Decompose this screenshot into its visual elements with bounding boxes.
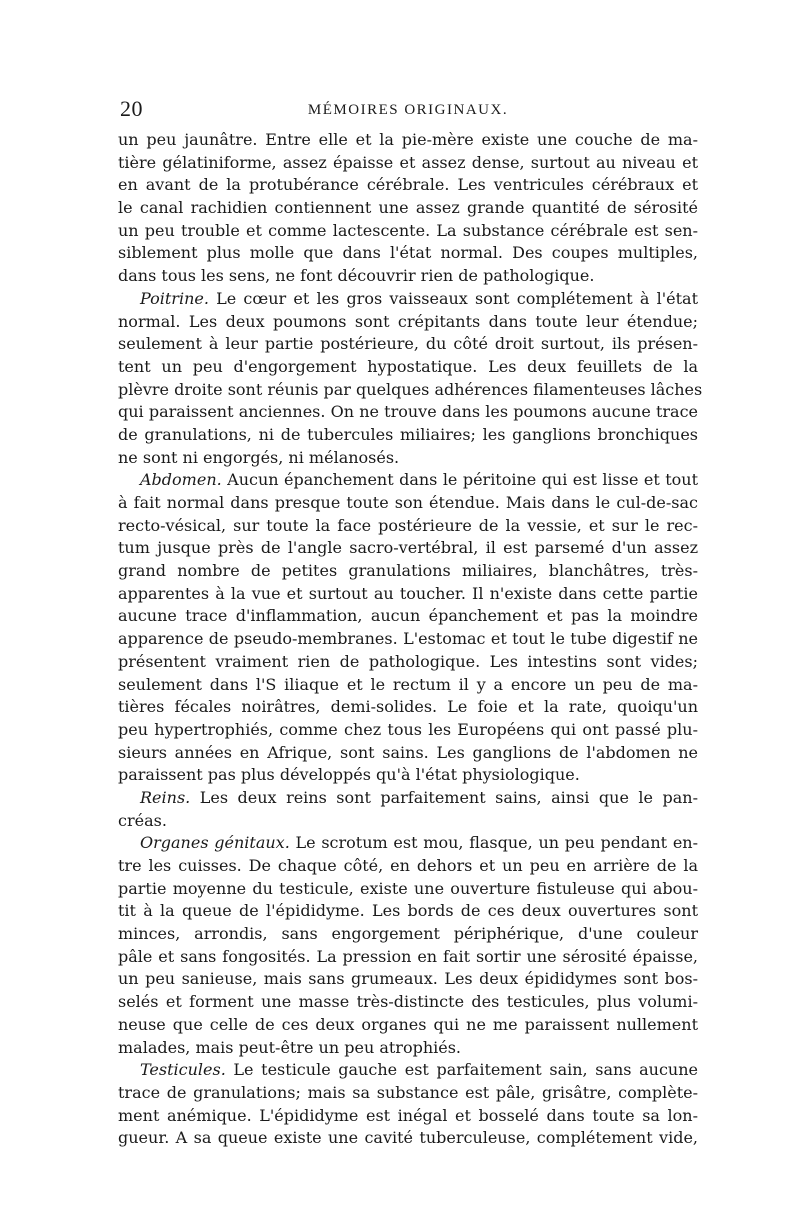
- text-line: présentent vraiment rien de pathologique. Les intestins sont vides;: [118, 651, 698, 671]
- text-line: tières fécales noirâtres, demi-solides. Le foie et la rate, quoiqu'un: [118, 697, 698, 717]
- paragraph-first-line: [118, 288, 698, 311]
- text-run: Les deux reins sont parfaitement sains, ainsi que le pan-: [190, 787, 698, 807]
- text-line: siblement plus molle que dans l'état normal. Des coupes multiples,: [118, 243, 698, 263]
- text-line: pâle et sans fongosités. La pression en fait sortir une sérosité épaisse,: [118, 946, 698, 966]
- text-line: tum jusque près de l'angle sacro-vertébral, il est parsemé d'un assez: [118, 538, 698, 558]
- text-line: selés et forment une masse très-distincte des testicules, plus volumi-: [118, 992, 698, 1012]
- text-line: neuse que celle de ces deux organes qui ne me paraissent nullement: [118, 1014, 698, 1034]
- paragraph-first-line: [118, 832, 698, 855]
- text-line: apparentes à la vue et surtout au toucher. Il n'existe dans cette partie: [118, 583, 698, 603]
- text-run: Le scrotum est mou, flasque, un peu pendant en-: [289, 833, 698, 853]
- text-line: ne sont ni engorgés, ni mélanosés.: [118, 447, 400, 467]
- text-line: en avant de la protubérance cérébrale. Les ventricules cérébraux et: [118, 175, 698, 195]
- page-number: 20: [120, 96, 143, 121]
- text-line: seulement dans l'S iliaque et le rectum il y a encore un peu de ma-: [118, 674, 698, 694]
- text-line: qui paraissent anciennes. On ne trouve dans les poumons aucune trace: [118, 402, 698, 422]
- text-line: malades, mais peut-être un peu atrophiés.: [118, 1037, 462, 1057]
- section-heading-organes-genitaux: Organes génitaux.: [140, 833, 290, 853]
- text-line: minces, arrondis, sans engorgement périphérique, d'une couleur: [118, 924, 698, 944]
- running-title: MÉMOIRES ORIGINAUX.: [307, 102, 509, 118]
- text-line: tent un peu d'engorgement hypostatique. Les deux feuillets de la: [118, 356, 698, 376]
- section-heading-poitrine: Poitrine.: [140, 288, 209, 308]
- text-line: un peu trouble et comme lactescente. La substance cérébrale est sen-: [118, 220, 698, 240]
- text-line: seulement à leur partie postérieure, du côté droit surtout, ils présen-: [118, 334, 698, 354]
- text-line: un peu sanieuse, mais sans grumeaux. Les deux épididymes sont bos-: [118, 969, 698, 989]
- section-heading-reins: Reins.: [140, 787, 191, 807]
- text-line: normal. Les deux poumons sont crépitants dans toute leur étendue;: [118, 311, 698, 331]
- text-line: paraissent pas plus développés qu'à l'état physiologique.: [118, 765, 580, 785]
- text-line: partie moyenne du testicule, existe une ouverture fistuleuse qui abou-: [118, 878, 698, 898]
- text-line: sieurs années en Afrique, sont sains. Les ganglions de l'abdomen ne: [118, 742, 698, 762]
- section-heading-testicules: Testicules.: [140, 1060, 226, 1080]
- text-line: créas.: [118, 810, 167, 830]
- text-line: dans tous les sens, ne font découvrir rien de pathologique.: [118, 266, 595, 286]
- text-line: grand nombre de petites granulations miliaires, blanchâtres, très-: [118, 561, 698, 581]
- section-heading-abdomen: Abdomen.: [140, 470, 222, 490]
- text-run: Le cœur et les gros vaisseaux sont complétement à l'état: [208, 288, 698, 308]
- paragraph-first-line: [118, 787, 698, 810]
- text-line: tit à la queue de l'épididyme. Les bords de ces deux ouvertures sont: [118, 901, 698, 921]
- text-line: recto-vésical, sur toute la face postérieure de la vessie, et sur le rec-: [118, 515, 698, 535]
- body-text: [118, 129, 703, 1150]
- paragraph-first-line: [118, 469, 698, 492]
- text-line: tre les cuisses. De chaque côté, en dehors et un peu en arrière de la: [118, 856, 698, 875]
- text-line: à fait normal dans presque toute son étendue. Mais dans le cul-de-sac: [118, 493, 698, 512]
- text-line: tière gélatiniforme, assez épaisse et assez dense, surtout au niveau et: [118, 152, 698, 172]
- text-line: plèvre droite sont réunis par quelques adhérences filamenteuses lâches: [118, 379, 703, 399]
- page-header: [120, 97, 696, 125]
- text-line: peu hypertrophiés, comme chez tous les Européens qui ont passé plu-: [118, 719, 698, 739]
- text-line: ment anémique. L'épididyme est inégal et bosselé dans toute sa lon-: [118, 1105, 698, 1125]
- text-line: gueur. A sa queue existe une cavité tuberculeuse, complétement vide,: [118, 1128, 698, 1148]
- paragraph-first-line: [118, 1059, 698, 1082]
- text-run: Aucun épanchement dans le péritoine qui est lisse et tout: [221, 470, 698, 490]
- text-line: un peu jaunâtre. Entre elle et la pie-mère existe une couche de ma-: [118, 130, 698, 149]
- text-line: apparence de pseudo-membranes. L'estomac et tout le tube digestif ne: [118, 629, 698, 649]
- text-line: le canal rachidien contiennent une assez grande quantité de sérosité: [118, 198, 698, 218]
- text-run: Le testicule gauche est parfaitement sain, sans aucune: [225, 1060, 698, 1080]
- text-line: trace de granulations; mais sa substance est pâle, grisâtre, complète-: [118, 1082, 698, 1102]
- text-line: aucune trace d'inflammation, aucun épanchement et pas la moindre: [118, 606, 698, 626]
- text-line: de granulations, ni de tubercules miliaires; les ganglions bronchiques: [118, 424, 698, 444]
